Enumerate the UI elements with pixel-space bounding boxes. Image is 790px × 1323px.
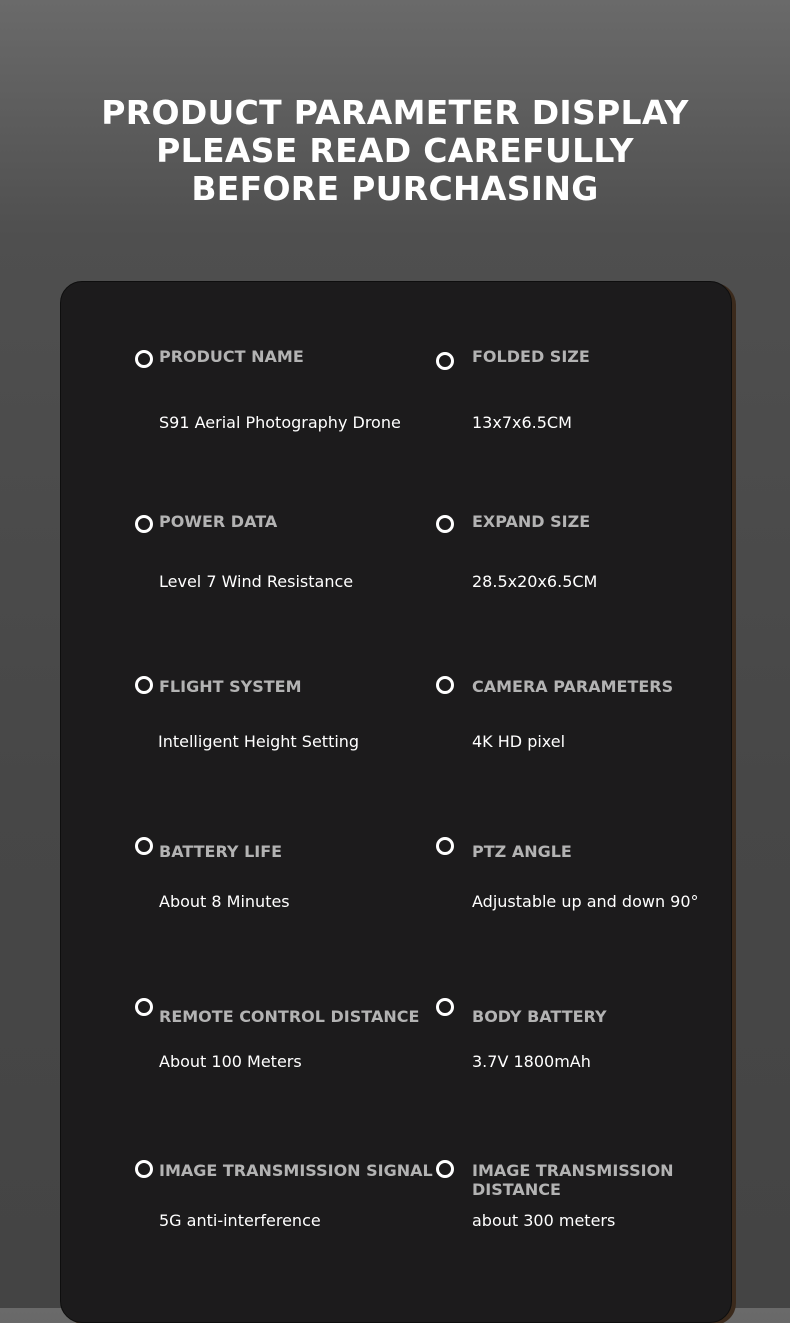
title-line-2: PLEASE READ CAREFULLY [156, 131, 634, 170]
circle-bullet-icon [436, 998, 454, 1016]
circle-bullet-icon [135, 837, 153, 855]
param-label: BODY BATTERY [472, 1007, 607, 1026]
circle-bullet-icon [135, 350, 153, 368]
param-value: 13x7x6.5CM [472, 413, 572, 432]
param-value: About 8 Minutes [159, 892, 290, 911]
circle-bullet-icon [436, 676, 454, 694]
param-label: EXPAND SIZE [472, 512, 591, 531]
circle-bullet-icon [135, 515, 153, 533]
param-value: Intelligent Height Setting [158, 732, 360, 751]
circle-bullet-icon [436, 352, 454, 370]
param-value: 5G anti-interference [159, 1211, 321, 1230]
param-value: Level 7 Wind Resistance [159, 572, 354, 591]
page-title [0, 94, 790, 208]
circle-bullet-icon [135, 998, 153, 1016]
param-value: S91 Aerial Photography Drone [159, 413, 401, 432]
param-label: FLIGHT SYSTEM [159, 677, 302, 696]
param-label: PTZ ANGLE [472, 842, 572, 861]
param-label: IMAGE TRANSMISSION DISTANCE [472, 1161, 674, 1199]
param-value: about 300 meters [472, 1211, 616, 1230]
circle-bullet-icon [436, 515, 454, 533]
param-label: IMAGE TRANSMISSION SIGNAL [159, 1161, 433, 1180]
param-value: About 100 Meters [159, 1052, 302, 1071]
param-label: REMOTE CONTROL DISTANCE [159, 1007, 420, 1026]
param-value: 3.7V 1800mAh [472, 1052, 591, 1071]
title-line-3: BEFORE PURCHASING [191, 169, 599, 208]
param-value: 4K HD pixel [472, 732, 566, 751]
param-label: PRODUCT NAME [159, 347, 304, 366]
param-label: CAMERA PARAMETERS [472, 677, 674, 696]
param-value: Adjustable up and down 90° [472, 892, 699, 911]
param-label: BATTERY LIFE [159, 842, 283, 861]
circle-bullet-icon [135, 676, 153, 694]
circle-bullet-icon [436, 837, 454, 855]
param-label: FOLDED SIZE [472, 347, 590, 366]
parameter-panel [60, 281, 732, 1323]
param-label: POWER DATA [159, 512, 278, 531]
title-line-1: PRODUCT PARAMETER DISPLAY [101, 93, 689, 132]
circle-bullet-icon [135, 1160, 153, 1178]
param-value: 28.5x20x6.5CM [472, 572, 598, 591]
circle-bullet-icon [436, 1160, 454, 1178]
